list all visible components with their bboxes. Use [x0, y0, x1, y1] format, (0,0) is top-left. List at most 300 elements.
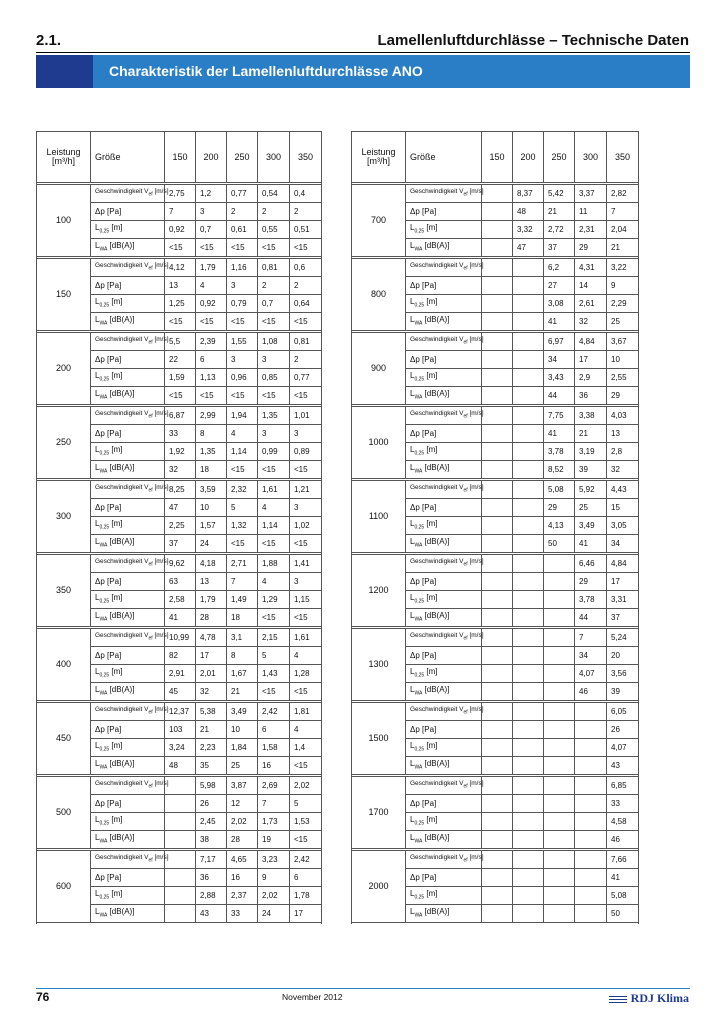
- value-cell: 32: [165, 461, 196, 479]
- value-cell: 21: [227, 683, 258, 701]
- value-cell: 3,24: [165, 739, 196, 757]
- parameter-label: [91, 203, 165, 221]
- flow-rate-cell: 1000: [352, 407, 406, 479]
- value-cell: <15: [227, 239, 258, 257]
- parameter-label: [406, 351, 482, 369]
- value-cell: 17: [607, 573, 639, 591]
- value-cell: [513, 683, 544, 701]
- parameter-label: [406, 407, 482, 425]
- value-cell: 4,12: [165, 259, 196, 277]
- value-cell: [575, 887, 607, 905]
- value-cell: [482, 535, 513, 553]
- value-cell: 2,15: [258, 629, 290, 647]
- value-cell: 18: [196, 461, 227, 479]
- parameter-label: [91, 851, 169, 869]
- flow-rate-cell: 600: [37, 851, 91, 923]
- parameter-label: [406, 851, 482, 869]
- param-main: Geschwindigkeit V: [95, 558, 149, 566]
- value-cell: 47: [165, 499, 196, 517]
- param-main: Geschwindigkeit V: [410, 188, 464, 196]
- param-unit: [m]: [109, 593, 123, 603]
- value-cell: [482, 425, 513, 443]
- value-cell: 3,37: [575, 185, 607, 203]
- value-cell: 3,49: [227, 703, 258, 721]
- section-banner: [36, 55, 690, 88]
- value-cell: 7,75: [544, 407, 575, 425]
- value-cell: 5,5: [165, 333, 196, 351]
- value-cell: [513, 407, 544, 425]
- header-size-200: 200: [196, 132, 227, 183]
- flow-rate-cell: 800: [352, 259, 406, 331]
- value-cell: 0,4: [290, 185, 322, 203]
- value-cell: [165, 851, 196, 869]
- parameter-label: [91, 629, 169, 647]
- value-cell: 103: [165, 721, 196, 739]
- value-cell: 3,1: [227, 629, 258, 647]
- param-unit: [m]: [109, 445, 123, 455]
- value-cell: [544, 851, 575, 869]
- param-main: L: [95, 241, 100, 251]
- parameter-label: [91, 683, 165, 701]
- param-main: Δp [Pa]: [95, 724, 122, 734]
- parameter-label: [91, 387, 165, 405]
- value-cell: 1,58: [258, 739, 290, 757]
- value-cell: 28: [196, 609, 227, 627]
- param-main: L: [95, 445, 100, 455]
- parameter-label: [406, 573, 482, 591]
- value-cell: 2,02: [290, 777, 322, 795]
- flow-rate-cell: 1300: [352, 629, 406, 701]
- param-main: L: [410, 371, 415, 381]
- value-cell: 4: [290, 647, 322, 665]
- value-cell: 5: [258, 647, 290, 665]
- flow-rate-cell: 700: [352, 185, 406, 257]
- value-cell: 0,99: [258, 443, 290, 461]
- parameter-label: [406, 425, 482, 443]
- spacer-cell: [352, 923, 639, 925]
- header-size-150: 150: [165, 132, 196, 183]
- value-cell: 8: [196, 425, 227, 443]
- value-cell: [513, 461, 544, 479]
- value-cell: [544, 647, 575, 665]
- value-cell: <15: [196, 239, 227, 257]
- parameter-label: [91, 221, 165, 239]
- param-subscript: WA: [414, 690, 423, 697]
- value-cell: [544, 683, 575, 701]
- value-cell: <15: [165, 387, 196, 405]
- value-cell: [575, 795, 607, 813]
- table-row: [352, 333, 639, 351]
- value-cell: 2,9: [575, 369, 607, 387]
- value-cell: 1,35: [196, 443, 227, 461]
- value-cell: 4: [290, 721, 322, 739]
- value-cell: 2: [290, 203, 322, 221]
- parameter-label: [91, 609, 165, 627]
- value-cell: 28: [227, 831, 258, 849]
- value-cell: [544, 795, 575, 813]
- value-cell: <15: [258, 239, 290, 257]
- value-cell: [575, 721, 607, 739]
- value-cell: 27: [544, 277, 575, 295]
- value-cell: [482, 665, 513, 683]
- value-cell: 4,07: [607, 739, 639, 757]
- param-main: Geschwindigkeit V: [95, 188, 149, 196]
- value-cell: [575, 851, 607, 869]
- parameter-label: [406, 609, 482, 627]
- param-subscript: 0,25: [414, 228, 425, 235]
- value-cell: 82: [165, 647, 196, 665]
- param-main: L: [95, 223, 100, 233]
- value-cell: 1,01: [290, 407, 322, 425]
- param-subscript: 0,25: [414, 450, 425, 457]
- value-cell: 3,43: [544, 369, 575, 387]
- header-row: [37, 132, 322, 183]
- param-subscript: 0,25: [414, 820, 425, 827]
- parameter-label: [406, 831, 482, 849]
- param-subscript: ef: [148, 487, 153, 494]
- param-main: Δp [Pa]: [95, 206, 122, 216]
- flow-rate-cell: 150: [37, 259, 91, 331]
- value-cell: 38: [196, 831, 227, 849]
- param-main: Δp [Pa]: [95, 428, 122, 438]
- table-row: [37, 851, 322, 869]
- value-cell: [513, 887, 544, 905]
- value-cell: 37: [607, 609, 639, 627]
- value-cell: <15: [290, 387, 322, 405]
- value-cell: [544, 573, 575, 591]
- value-cell: [575, 777, 607, 795]
- value-cell: 3,31: [607, 591, 639, 609]
- table-row: [37, 629, 322, 647]
- param-main: L: [95, 371, 100, 381]
- value-cell: 1,13: [196, 369, 227, 387]
- value-cell: 41: [165, 609, 196, 627]
- value-cell: 1,92: [165, 443, 196, 461]
- param-subscript: ef: [148, 709, 153, 716]
- param-subscript: 0,25: [99, 376, 110, 383]
- value-cell: [513, 591, 544, 609]
- param-unit: [m]: [109, 223, 123, 233]
- header-groesse: Größe: [91, 132, 165, 183]
- value-cell: 6,2: [544, 259, 575, 277]
- header-size-200: 200: [513, 132, 544, 183]
- value-cell: [482, 555, 513, 573]
- value-cell: [513, 499, 544, 517]
- param-main: Geschwindigkeit V: [410, 484, 464, 492]
- param-main: L: [95, 315, 100, 325]
- value-cell: [482, 795, 513, 813]
- param-subscript: 0,25: [99, 302, 110, 309]
- param-main: L: [95, 889, 100, 899]
- value-cell: [482, 609, 513, 627]
- value-cell: [544, 831, 575, 849]
- param-unit: [m/s]: [152, 336, 169, 344]
- value-cell: <15: [227, 535, 258, 553]
- value-cell: 32: [607, 461, 639, 479]
- value-cell: 1,49: [227, 591, 258, 609]
- value-cell: <15: [258, 313, 290, 331]
- table-row: [352, 555, 639, 573]
- param-main: Δp [Pa]: [95, 280, 122, 290]
- value-cell: 1,88: [258, 555, 290, 573]
- value-cell: 21: [607, 239, 639, 257]
- parameter-label: [406, 481, 482, 499]
- parameter-label: [406, 461, 482, 479]
- parameter-label: [406, 739, 482, 757]
- value-cell: 1,81: [290, 703, 322, 721]
- param-main: L: [410, 741, 415, 751]
- spacer-row: [352, 923, 639, 925]
- value-cell: 2: [290, 277, 322, 295]
- param-unit: [m/s]: [152, 558, 169, 566]
- value-cell: 25: [607, 313, 639, 331]
- param-main: Geschwindigkeit V: [410, 558, 464, 566]
- value-cell: [482, 591, 513, 609]
- param-main: L: [95, 759, 100, 769]
- value-cell: 1,84: [227, 739, 258, 757]
- value-cell: [482, 683, 513, 701]
- parameter-label: [406, 757, 482, 775]
- param-main: L: [410, 759, 415, 769]
- value-cell: 48: [165, 757, 196, 775]
- value-cell: 3,08: [544, 295, 575, 313]
- value-cell: [482, 777, 513, 795]
- param-main: L: [95, 389, 100, 399]
- value-cell: [544, 555, 575, 573]
- value-cell: 5,08: [607, 887, 639, 905]
- value-cell: 4,31: [575, 259, 607, 277]
- table-row: [352, 259, 639, 277]
- param-main: Δp [Pa]: [95, 650, 122, 660]
- value-cell: 0,77: [290, 369, 322, 387]
- param-main: Δp [Pa]: [95, 354, 122, 364]
- parameter-label: [406, 887, 482, 905]
- value-cell: [165, 887, 196, 905]
- parameter-label: [91, 407, 169, 425]
- value-cell: <15: [290, 683, 322, 701]
- value-cell: 1,21: [290, 481, 322, 499]
- param-main: L: [410, 537, 415, 547]
- param-unit: [m]: [424, 667, 438, 677]
- parameter-label: [91, 665, 165, 683]
- param-main: Δp [Pa]: [410, 206, 437, 216]
- parameter-label: [91, 813, 165, 831]
- param-subscript: 0,25: [414, 672, 425, 679]
- header-size-150: 150: [482, 132, 513, 183]
- param-unit: [m/s]: [152, 410, 169, 418]
- value-cell: 4,58: [607, 813, 639, 831]
- value-cell: 5: [227, 499, 258, 517]
- value-cell: 5,98: [196, 777, 227, 795]
- parameter-label: [406, 295, 482, 313]
- value-cell: 2,02: [258, 887, 290, 905]
- header-row: [352, 132, 639, 183]
- value-cell: 6,97: [544, 333, 575, 351]
- parameter-label: [91, 425, 165, 443]
- param-unit: [dB(A)]: [422, 611, 450, 621]
- value-cell: 3: [196, 203, 227, 221]
- value-cell: 17: [196, 647, 227, 665]
- table-body: [37, 183, 322, 925]
- value-cell: 1,16: [227, 259, 258, 277]
- value-cell: 6: [258, 721, 290, 739]
- value-cell: [482, 239, 513, 257]
- parameter-label: [406, 647, 482, 665]
- value-cell: 1,08: [258, 333, 290, 351]
- param-unit: [m/s]: [152, 188, 169, 196]
- flow-rate-cell: 400: [37, 629, 91, 701]
- value-cell: 5,08: [544, 481, 575, 499]
- value-cell: 1,25: [165, 295, 196, 313]
- value-cell: 7: [227, 573, 258, 591]
- value-cell: 33: [607, 795, 639, 813]
- value-cell: 0,89: [290, 443, 322, 461]
- param-unit: [dB(A)]: [107, 907, 135, 917]
- value-cell: <15: [290, 609, 322, 627]
- value-cell: 21: [196, 721, 227, 739]
- parameter-label: [406, 499, 482, 517]
- value-cell: 33: [165, 425, 196, 443]
- value-cell: [544, 665, 575, 683]
- value-cell: 4,13: [544, 517, 575, 535]
- value-cell: [165, 813, 196, 831]
- parameter-label: [406, 443, 482, 461]
- value-cell: 10: [227, 721, 258, 739]
- value-cell: 39: [575, 461, 607, 479]
- param-unit: [m/s]: [467, 188, 484, 196]
- value-cell: 0,54: [258, 185, 290, 203]
- parameter-label: [406, 259, 482, 277]
- parameter-label: [91, 647, 165, 665]
- parameter-label: [91, 481, 169, 499]
- param-subscript: WA: [414, 320, 423, 327]
- param-main: L: [410, 685, 415, 695]
- value-cell: [575, 739, 607, 757]
- value-cell: 25: [227, 757, 258, 775]
- parameter-label: [91, 887, 165, 905]
- value-cell: 21: [575, 425, 607, 443]
- value-cell: <15: [290, 239, 322, 257]
- header-groesse: Größe: [406, 132, 482, 183]
- value-cell: 36: [196, 869, 227, 887]
- param-main: Δp [Pa]: [410, 650, 437, 660]
- value-cell: 3,56: [607, 665, 639, 683]
- param-subscript: 0,25: [99, 598, 110, 605]
- value-cell: [482, 259, 513, 277]
- value-cell: 0,64: [290, 295, 322, 313]
- parameter-label: [406, 277, 482, 295]
- value-cell: [482, 221, 513, 239]
- value-cell: 2,61: [575, 295, 607, 313]
- value-cell: 2: [290, 351, 322, 369]
- param-subscript: ef: [463, 709, 468, 716]
- value-cell: 44: [575, 609, 607, 627]
- parameter-label: [91, 831, 165, 849]
- banner-accent: [36, 55, 93, 88]
- param-subscript: 0,25: [99, 524, 110, 531]
- param-subscript: WA: [99, 246, 108, 253]
- value-cell: 1,14: [227, 443, 258, 461]
- value-cell: [544, 905, 575, 923]
- table-row: [37, 407, 322, 425]
- parameter-label: [91, 259, 169, 277]
- value-cell: 13: [165, 277, 196, 295]
- param-unit: [dB(A)]: [422, 833, 450, 843]
- value-cell: 3,49: [575, 517, 607, 535]
- value-cell: 11: [575, 203, 607, 221]
- value-cell: [513, 333, 544, 351]
- value-cell: [513, 609, 544, 627]
- value-cell: 3: [290, 425, 322, 443]
- value-cell: 2,01: [196, 665, 227, 683]
- param-main: Geschwindigkeit V: [410, 262, 464, 270]
- value-cell: 7: [165, 203, 196, 221]
- value-cell: 37: [165, 535, 196, 553]
- param-unit: [m]: [109, 815, 123, 825]
- param-main: L: [410, 593, 415, 603]
- value-cell: 2,25: [165, 517, 196, 535]
- parameter-label: [91, 499, 165, 517]
- value-cell: 5,42: [544, 185, 575, 203]
- value-cell: 8,37: [513, 185, 544, 203]
- parameter-label: [406, 185, 482, 203]
- value-cell: [513, 351, 544, 369]
- value-cell: [544, 757, 575, 775]
- value-cell: [482, 277, 513, 295]
- table-row: [352, 629, 639, 647]
- value-cell: 29: [607, 387, 639, 405]
- param-unit: [dB(A)]: [107, 463, 135, 473]
- value-cell: [544, 739, 575, 757]
- param-subscript: ef: [463, 783, 468, 790]
- value-cell: [482, 629, 513, 647]
- param-unit: [m]: [109, 667, 123, 677]
- value-cell: 0,7: [258, 295, 290, 313]
- value-cell: [513, 481, 544, 499]
- value-cell: <15: [196, 313, 227, 331]
- param-main: Δp [Pa]: [410, 354, 437, 364]
- parameter-label: [91, 591, 165, 609]
- value-cell: 2,8: [607, 443, 639, 461]
- value-cell: <15: [290, 831, 322, 849]
- flow-rate-cell: 200: [37, 333, 91, 405]
- flow-rate-cell: 1500: [352, 703, 406, 775]
- param-main: Δp [Pa]: [410, 502, 437, 512]
- value-cell: 17: [575, 351, 607, 369]
- value-cell: <15: [290, 757, 322, 775]
- value-cell: [482, 573, 513, 591]
- value-cell: 25: [575, 499, 607, 517]
- value-cell: [513, 777, 544, 795]
- value-cell: 3,32: [513, 221, 544, 239]
- value-cell: 3: [258, 351, 290, 369]
- value-cell: 4,03: [607, 407, 639, 425]
- value-cell: 1,79: [196, 259, 227, 277]
- value-cell: 43: [196, 905, 227, 923]
- value-cell: <15: [227, 461, 258, 479]
- flow-rate-cell: 250: [37, 407, 91, 479]
- value-cell: [575, 813, 607, 831]
- param-unit: [m/s]: [467, 854, 484, 862]
- param-main: Geschwindigkeit V: [95, 780, 149, 788]
- value-cell: [575, 869, 607, 887]
- header-size-250: 250: [227, 132, 258, 183]
- param-main: L: [410, 611, 415, 621]
- value-cell: 2,75: [165, 185, 196, 203]
- value-cell: 5,92: [575, 481, 607, 499]
- parameter-label: [91, 869, 165, 887]
- value-cell: 0,81: [290, 333, 322, 351]
